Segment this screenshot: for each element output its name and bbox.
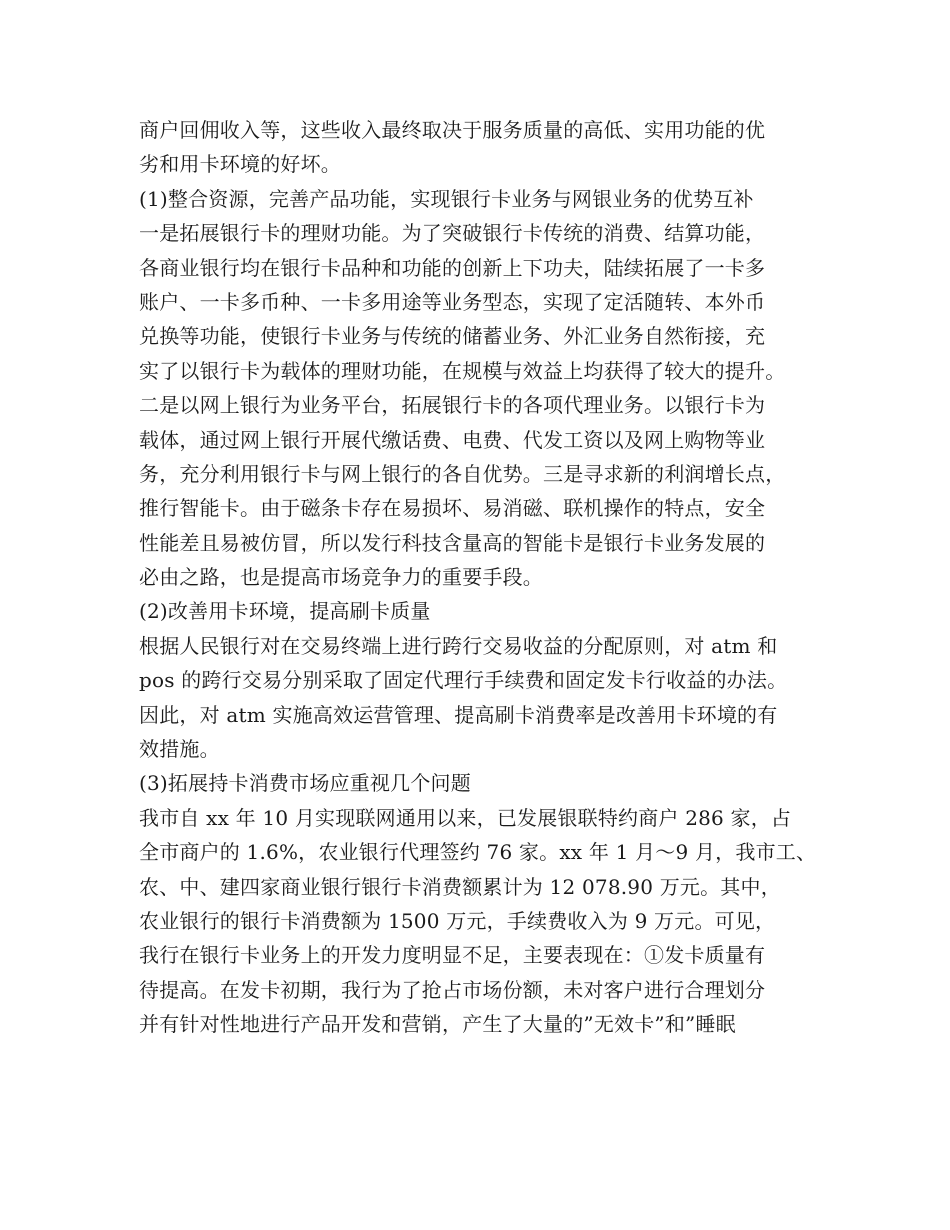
text-line: 根据人民银行对在交易终端上进行跨行交易收益的分配原则，对 atm 和 [139,633,778,658]
body-text [139,113,839,1042]
text-line: 性能差且易被仿冒，所以发行科技含量高的智能卡是银行卡业务发展的 [139,530,766,555]
text-line: 务，充分利用银行卡与网上银行的各自优势。三是寻求新的利润增长点， [139,461,786,486]
text-line: 实了以银行卡为载体的理财功能，在规模与效益上均获得了较大的提升。 [139,358,786,383]
text-line: 农、中、建四家商业银行银行卡消费额累计为 12 078.90 万元。其中， [139,874,781,899]
text-line: 一是拓展银行卡的理财功能。为了突破银行卡传统的消费、结算功能， [139,221,766,246]
text-line: 账户、一卡多币种、一卡多用途等业务型态，实现了定活随转、本外币 [139,289,766,314]
text-line: 我行在银行卡业务上的开发力度明显不足，主要表现在：①发卡质量有 [139,943,766,968]
text-line: 必由之路，也是提高市场竞争力的重要手段。 [139,565,543,590]
text-line: 效措施。 [139,737,220,762]
section-heading-2: (2)改善用卡环境，提高刷卡质量 [139,599,431,624]
text-line: 各商业银行均在银行卡品种和功能的创新上下功夫，陆续拓展了一卡多 [139,255,766,280]
text-line: 推行智能卡。由于磁条卡存在易损坏、易消磁、联机操作的特点，安全 [139,496,766,521]
text-line: 全市商户的 1.6%，农业银行代理签约 76 家。xx 年 1 月～9 月，我市工、 [139,840,817,865]
text-line: 商户回佣收入等，这些收入最终取决于服务质量的高低、实用功能的优 [139,118,766,142]
text-line: 待提高。在发卡初期，我行为了抢占市场份额，未对客户进行合理划分 [139,977,766,1002]
text-line: 载体，通过网上银行开展代缴话费、电费、代发工资以及网上购物等业 [139,427,766,452]
section-heading-3: (3)拓展持卡消费市场应重视几个问题 [139,771,471,796]
text-line: 劣和用卡环境的好坏。 [139,152,341,177]
text-line: pos 的跨行交易分别采取了固定代理行手续费和固定发卡行收益的办法。 [139,668,788,693]
section-heading-1: (1)整合资源，完善产品功能，实现银行卡业务与网银业务的优势互补 [139,186,754,211]
text-line: 二是以网上银行为业务平台，拓展银行卡的各项代理业务。以银行卡为 [139,393,766,418]
text-line: 农业银行的银行卡消费额为 1500 万元，手续费收入为 9 万元。可见， [139,908,776,933]
text-line: 我市自 xx 年 10 月实现联网通用以来，已发展银联特约商户 286 家，占 [139,805,792,830]
text-line: 因此，对 atm 实施高效运营管理、提高刷卡消费率是改善用卡环境的有 [139,702,778,727]
text-line: 并有针对性地进行产品开发和营销，产生了大量的”无效卡”和”睡眠 [139,1012,736,1037]
text-line: 兑换等功能，使银行卡业务与传统的储蓄业务、外汇业务自然衔接，充 [139,324,766,349]
